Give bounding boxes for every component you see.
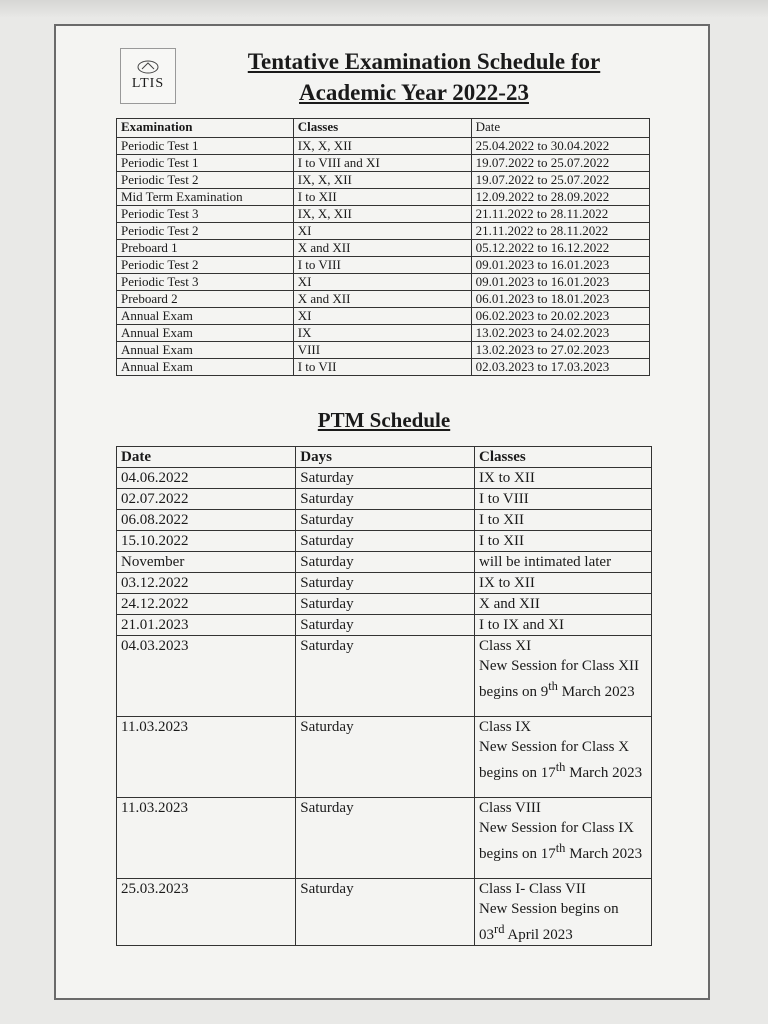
session-note-text: New Session begins on 03 — [479, 901, 619, 943]
exam-table-body — [117, 138, 650, 376]
class-label: Class VIII — [479, 800, 541, 816]
table-row — [117, 342, 650, 359]
day-cell: Saturday — [296, 594, 475, 615]
classes-cell: I to IX and XI — [475, 615, 652, 636]
examination-cell: Mid Term Examination — [117, 189, 294, 206]
session-note — [479, 656, 647, 702]
examination-cell: Annual Exam — [117, 308, 294, 325]
date-cell: 04.03.2023 — [117, 636, 296, 717]
table-row — [117, 489, 652, 510]
table-row — [117, 308, 650, 325]
date-cell: 21.11.2022 to 28.11.2022 — [471, 223, 649, 240]
session-note — [479, 818, 647, 864]
table-row — [117, 223, 650, 240]
ptm-table-body — [117, 468, 652, 636]
classes-cell: VIII — [293, 342, 471, 359]
day-cell: Saturday — [296, 636, 475, 717]
ordinal-suffix: th — [555, 760, 566, 774]
date-cell: 04.06.2022 — [117, 468, 296, 489]
table-row — [117, 552, 652, 573]
classes-cell — [475, 798, 652, 879]
day-cell: Saturday — [296, 615, 475, 636]
classes-cell: XI — [293, 223, 471, 240]
date-cell: 19.07.2022 to 25.07.2022 — [471, 155, 649, 172]
classes-cell: I to VIII — [293, 257, 471, 274]
date-cell: 13.02.2023 to 24.02.2023 — [471, 325, 649, 342]
day-cell: Saturday — [296, 468, 475, 489]
ptm-table-long-rows — [117, 636, 652, 946]
table-row — [117, 573, 652, 594]
classes-cell: I to XII — [475, 531, 652, 552]
session-note-text: New Session for Class IX begins on 17 — [479, 820, 635, 862]
classes-cell: XI — [293, 308, 471, 325]
date-cell: 15.10.2022 — [117, 531, 296, 552]
table-row — [117, 468, 652, 489]
session-note-text: March 2023 — [565, 846, 643, 862]
examination-cell: Periodic Test 1 — [117, 138, 294, 155]
page-title-line1: Tentative Examination Schedule for — [247, 49, 601, 74]
date-cell: 02.07.2022 — [117, 489, 296, 510]
table-row — [117, 359, 650, 376]
day-cell: Saturday — [296, 573, 475, 594]
date-cell: 11.03.2023 — [117, 798, 296, 879]
examination-cell: Periodic Test 3 — [117, 206, 294, 223]
day-cell: Saturday — [296, 489, 475, 510]
examination-cell: Periodic Test 1 — [117, 155, 294, 172]
date-cell: 06.02.2023 to 20.02.2023 — [471, 308, 649, 325]
date-cell: 03.12.2022 — [117, 573, 296, 594]
classes-cell — [475, 879, 652, 946]
date-cell: 09.01.2023 to 16.01.2023 — [471, 257, 649, 274]
table-row — [117, 594, 652, 615]
ordinal-suffix: rd — [494, 922, 505, 936]
day-cell: Saturday — [296, 510, 475, 531]
table-header-row — [117, 119, 650, 138]
table-row — [117, 257, 650, 274]
examination-cell: Annual Exam — [117, 359, 294, 376]
classes-cell — [475, 636, 652, 717]
session-note — [479, 737, 647, 783]
examination-cell: Preboard 2 — [117, 291, 294, 308]
table-row — [117, 717, 652, 798]
ordinal-suffix: th — [548, 679, 558, 693]
classes-cell: X and XII — [475, 594, 652, 615]
date-cell: 19.07.2022 to 25.07.2022 — [471, 172, 649, 189]
table-row — [117, 138, 650, 155]
class-label: Class IX — [479, 719, 532, 735]
session-note — [479, 899, 647, 945]
ptm-section-title: PTM Schedule — [317, 408, 451, 432]
classes-cell: IX — [293, 325, 471, 342]
scan-top-band — [0, 0, 768, 18]
class-label: Class XI — [479, 638, 532, 654]
table-row — [117, 240, 650, 257]
table-row — [117, 531, 652, 552]
day-cell: Saturday — [296, 552, 475, 573]
classes-cell: XI — [293, 274, 471, 291]
examination-cell: Periodic Test 2 — [117, 223, 294, 240]
session-note-text: New Session for Class X begins on 17 — [479, 739, 630, 781]
ptm-schedule-table — [116, 446, 652, 946]
examination-cell: Periodic Test 2 — [117, 257, 294, 274]
day-cell: Saturday — [296, 717, 475, 798]
classes-cell: IX to XII — [475, 573, 652, 594]
date-cell: 21.01.2023 — [117, 615, 296, 636]
class-label: Class I- Class VII — [479, 881, 586, 897]
date-cell: November — [117, 552, 296, 573]
examination-cell: Annual Exam — [117, 325, 294, 342]
column-header: Days — [296, 447, 475, 468]
table-row — [117, 274, 650, 291]
date-cell: 05.12.2022 to 16.12.2022 — [471, 240, 649, 257]
table-row — [117, 206, 650, 223]
classes-cell: IX, X, XII — [293, 172, 471, 189]
session-note-text: New Session for Class XII begins on 9 — [479, 658, 640, 700]
table-row — [117, 510, 652, 531]
examination-cell: Annual Exam — [117, 342, 294, 359]
classes-cell: IX to XII — [475, 468, 652, 489]
date-cell: 25.04.2022 to 30.04.2022 — [471, 138, 649, 155]
page-title-line2: Academic Year 2022-23 — [299, 80, 529, 105]
classes-cell — [475, 717, 652, 798]
column-header: Date — [471, 119, 649, 138]
table-header-row — [117, 447, 652, 468]
date-cell: 25.03.2023 — [117, 879, 296, 946]
date-cell: 02.03.2023 to 17.03.2023 — [471, 359, 649, 376]
date-cell: 24.12.2022 — [117, 594, 296, 615]
column-header: Examination — [117, 119, 294, 138]
table-row — [117, 325, 650, 342]
table-row — [117, 155, 650, 172]
session-note-text: March 2023 — [565, 765, 643, 781]
classes-cell: I to VII — [293, 359, 471, 376]
ordinal-suffix: th — [555, 841, 566, 855]
table-row — [117, 636, 652, 717]
logo-text: LTIS — [131, 76, 165, 91]
session-note-text: April 2023 — [504, 927, 573, 943]
date-cell: 06.01.2023 to 18.01.2023 — [471, 291, 649, 308]
column-header: Classes — [293, 119, 471, 138]
classes-cell: X and XII — [293, 291, 471, 308]
classes-cell: I to VIII — [475, 489, 652, 510]
classes-cell: I to VIII and XI — [293, 155, 471, 172]
classes-cell: I to XII — [293, 189, 471, 206]
classes-cell: X and XII — [293, 240, 471, 257]
date-cell: 06.08.2022 — [117, 510, 296, 531]
table-row — [117, 189, 650, 206]
column-header: Date — [117, 447, 296, 468]
table-row — [117, 172, 650, 189]
column-header: Classes — [475, 447, 652, 468]
classes-cell: will be intimated later — [475, 552, 652, 573]
date-cell: 21.11.2022 to 28.11.2022 — [471, 206, 649, 223]
day-cell: Saturday — [296, 531, 475, 552]
classes-cell: I to XII — [475, 510, 652, 531]
exam-schedule-table — [116, 118, 650, 376]
day-cell: Saturday — [296, 879, 475, 946]
classes-cell: IX, X, XII — [293, 206, 471, 223]
table-row — [117, 879, 652, 946]
date-cell: 13.02.2023 to 27.02.2023 — [471, 342, 649, 359]
date-cell: 12.09.2022 to 28.09.2022 — [471, 189, 649, 206]
examination-cell: Preboard 1 — [117, 240, 294, 257]
session-note-text: March 2023 — [557, 684, 635, 700]
table-row — [117, 798, 652, 879]
day-cell: Saturday — [296, 798, 475, 879]
date-cell: 11.03.2023 — [117, 717, 296, 798]
examination-cell: Periodic Test 3 — [117, 274, 294, 291]
classes-cell: IX, X, XII — [293, 138, 471, 155]
table-row — [117, 291, 650, 308]
table-row — [117, 615, 652, 636]
date-cell: 09.01.2023 to 16.01.2023 — [471, 274, 649, 291]
examination-cell: Periodic Test 2 — [117, 172, 294, 189]
document-page — [54, 24, 710, 1000]
